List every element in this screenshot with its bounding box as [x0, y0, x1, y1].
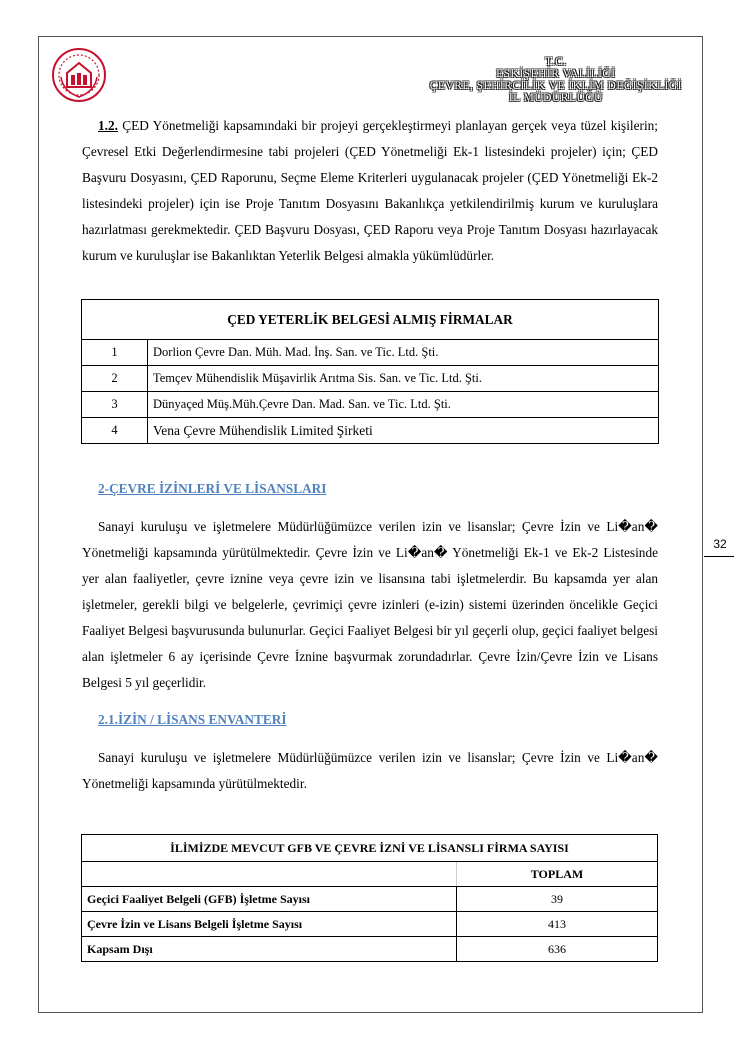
table-row [82, 937, 658, 962]
section-2-1-heading: 2.1.İZİN / LİSANS ENVANTERİ [98, 712, 287, 727]
row-value: 39 [457, 887, 658, 912]
table-title: ÇED YETERLİK BELGESİ ALMIŞ FİRMALAR [82, 300, 659, 340]
section-2-1-paragraph: Sanayi kuruluşu ve işletmelere Müdürlüğümüzce verilen izin ve lisanslar; Çevre İzin ve Li�an� Yönetmeliği kapsamında yürütülmektedir. [82, 750, 658, 791]
table-row [82, 392, 659, 418]
firms-table [81, 299, 659, 444]
header-organization [430, 56, 682, 104]
section-number: 1.2. [98, 118, 118, 133]
row-label: Çevre İzin ve Lisans Belgeli İşletme Sayısı [82, 912, 457, 937]
section-2-paragraph: Sanayi kuruluşu ve işletmelere Müdürlüğümüzce verilen izin ve lisanslar; Çevre İzin ve Li�an� Yönetmeliği kapsamında yürütülmektedir. Çevre İzin ve Li�an� Yönetmeliği Ek-1 ve Ek-2 Listesinde yer alan faaliyetler, çevre iznine veya çevre izin ve lisansına tabi işletmelerdir. Bu kapsamda yer alan işletmeler, gerekli bilgi ve belgelerle, çevrimiçi çevre izinleri (e-izin) sistemi üzerinden öncelikle Geçici Faaliyet Belgesi başvurusunda bulunurlar. Geçici Faaliyet Belgesi bir yıl geçerli olup, geçici faaliyet belgesi alan işletmeler 6 ay içerisinde Çevre İznine başvurmak zorundadırlar. Çevre İzin/Çevre İzin ve Lisans Belgesi 5 yıl geçerlidir. [82, 519, 658, 690]
header-line: İL MÜDÜRLÜĞÜ [508, 92, 603, 104]
row-value: 636 [457, 937, 658, 962]
table-row [82, 418, 659, 444]
header-line: T.C. [545, 56, 567, 68]
row-label: Geçici Faaliyet Belgeli (GFB) İşletme Sayısı [82, 887, 457, 912]
page-number: 32 [713, 537, 727, 551]
row-number: 3 [82, 392, 148, 418]
table-row [82, 366, 659, 392]
row-number: 2 [82, 366, 148, 392]
section-2-heading: 2-ÇEVRE İZİNLERİ VE LİSANSLARI [98, 481, 327, 496]
paragraph-text: ÇED Yönetmeliği kapsamındaki bir projeyi gerçekleştirmeyi planlayan gerçek veya tüzel kişilerin; Çevresel Etki Değerlendirmesine tabi projeleri (ÇED Yönetmeliği Ek-1 listesindeki projeler) için; ÇED Başvuru Dosyasını, ÇED Raporunu, Seçme Eleme Kriterleri uygulanacak projeler (ÇED Yönetmeliği Ek-2 listesindeki projeler) için ise Proje Tanıtım Dosyasını Bakanlıkça yetkilendirilmiş kurum ve kuruluşlara hazırlatması gerekmektedir. ÇED Başvuru Dosyası, ÇED Raporu veya Proje Tanıtım Dosyası hazırlayacak kurum ve kuruluşlar ise Bakanlıktan Yeterlik Belgesi almakla yükümlüdürler. [82, 118, 658, 263]
firm-name: Dorlion Çevre Dan. Müh. Mad. İnş. San. ve Tic. Ltd. Şti. [148, 340, 659, 366]
row-number: 1 [82, 340, 148, 366]
table-row [82, 340, 659, 366]
row-label: Kapsam Dışı [82, 937, 457, 962]
page-number-rule [704, 556, 734, 557]
stats-table [81, 834, 658, 962]
row-number: 4 [82, 418, 148, 444]
empty-cell [82, 862, 457, 887]
table-title: İLİMİZDE MEVCUT GFB VE ÇEVRE İZNİ VE LİSANSLI FİRMA SAYISI [82, 835, 658, 862]
table-row [82, 887, 658, 912]
firm-name: Vena Çevre Mühendislik Limited Şirketi [148, 418, 659, 444]
section-1-2-paragraph [82, 113, 658, 269]
header-line: ESKİŞEHİR VALİLİĞİ [496, 68, 616, 80]
ministry-logo-icon [51, 47, 107, 103]
table-row [82, 862, 658, 887]
firm-name: Dünyaçed Müş.Müh.Çevre Dan. Mad. San. ve Tic. Ltd. Şti. [148, 392, 659, 418]
firm-name: Temçev Mühendislik Müşavirlik Arıtma Sis. San. ve Tic. Ltd. Şti. [148, 366, 659, 392]
table-row [82, 912, 658, 937]
header-line: ÇEVRE, ŞEHİRCİLİK VE İKLİM DEĞİŞİKLİĞİ [429, 80, 682, 92]
row-value: 413 [457, 912, 658, 937]
column-header: TOPLAM [457, 862, 658, 887]
